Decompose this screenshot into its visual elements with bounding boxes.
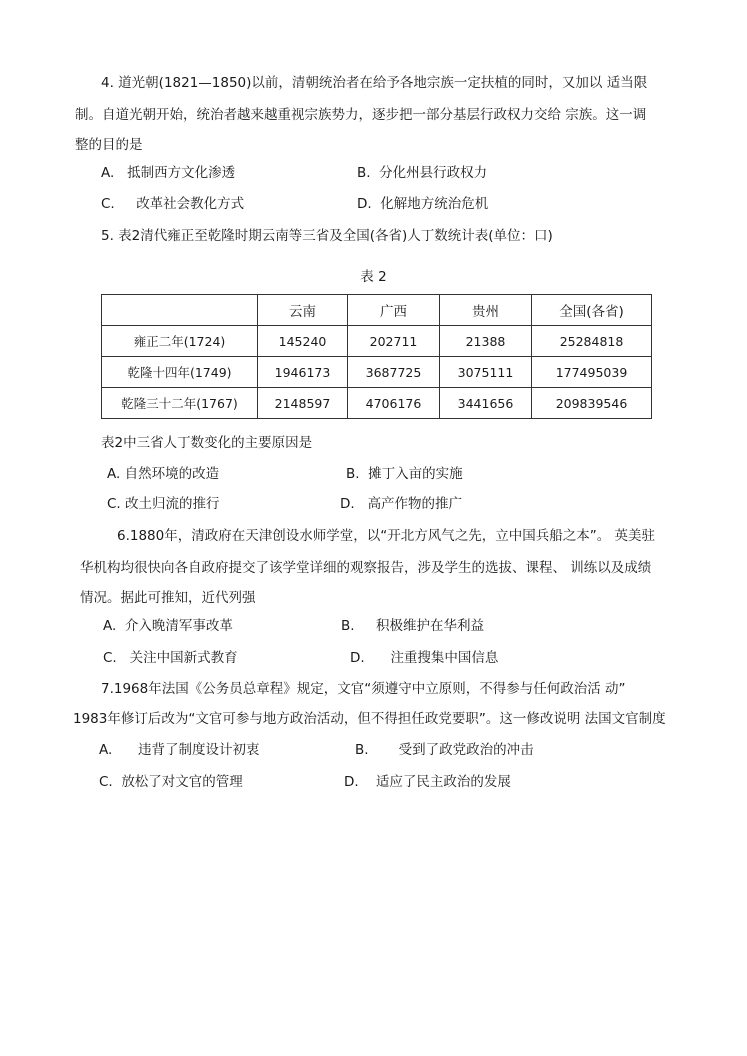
q6-option-d (350, 649, 498, 667)
q4-stem-line-1: 4. 道光朝(1821—1850)以前，清朝统治者在给予各地宗族一定扶植的同时，又加以 适当限 (101, 75, 648, 91)
option-text: 注重搜集中国信息 (390, 650, 499, 666)
option-text: 改土归流的推行 (125, 496, 220, 512)
option-letter: C. (107, 496, 121, 512)
q7-option-b (355, 741, 534, 759)
table-cell: 3441656 (440, 388, 532, 419)
table-header-cell (102, 295, 258, 326)
q6-stem-line-3: 情况。据此可推知，近代列强 (80, 590, 256, 606)
option-text: 适应了民主政治的发展 (375, 774, 511, 790)
option-letter: A. (103, 618, 117, 634)
q6-option-a (103, 617, 233, 635)
q7-option-a (99, 741, 260, 759)
table-caption: 表 2 (360, 269, 387, 285)
q4-option-a (101, 164, 235, 182)
table-row-label: 乾隆十四年(1749) (102, 357, 258, 388)
option-text: 抵制西方文化渗透 (127, 165, 236, 181)
population-table (101, 294, 652, 419)
table-cell: 25284818 (532, 326, 652, 357)
option-text: 改革社会教化方式 (136, 196, 245, 212)
q6-stem-line-1: 6.1880年，清政府在天津创设水师学堂，以“开北方风气之先，立中国兵船之本”。 英美驻 (117, 528, 656, 544)
table-header-cell: 贵州 (440, 295, 532, 326)
q5-option-a (107, 465, 219, 483)
q4-option-b (357, 164, 487, 182)
table-row-label: 乾隆三十二年(1767) (102, 388, 258, 419)
option-letter: D. (357, 196, 372, 212)
table-cell: 145240 (258, 326, 348, 357)
option-text: 介入晚清军事改革 (124, 618, 233, 634)
option-text: 积极维护在华利益 (376, 618, 485, 634)
q5-option-c (107, 495, 220, 513)
table-header-cell: 广西 (348, 295, 440, 326)
table-row-label: 雍正二年(1724) (102, 326, 258, 357)
q5-option-b (346, 465, 463, 483)
table-cell: 4706176 (348, 388, 440, 419)
q6-stem-line-2: 华机构均很快向各自政府提交了该学堂详细的观察报告，涉及学生的选拔、课程、 训练以及成绩 (80, 560, 652, 576)
table-cell: 209839546 (532, 388, 652, 419)
option-text: 受到了政党政治的冲击 (398, 742, 534, 758)
q7-stem-line-1: 7.1968年法国《公务员总章程》规定，文官“须遵守中立原则，不得参与任何政治活 动” (101, 681, 626, 697)
option-text: 自然环境的改造 (124, 466, 220, 482)
option-letter: B. (355, 742, 369, 758)
option-text: 分化州县行政权力 (379, 165, 488, 181)
q6-option-c (103, 649, 238, 667)
option-letter: C. (99, 774, 113, 790)
option-text: 化解地方统治危机 (380, 196, 489, 212)
table-row (102, 326, 652, 357)
q7-stem-line-2: 1983年修订后改为“文官可参与地方政治活动，但不得担任政党要职”。这一修改说明 法国文官制度 (73, 711, 666, 727)
q6-option-b (341, 617, 484, 635)
option-text: 高产作物的推广 (367, 496, 463, 512)
option-text: 关注中国新式教育 (129, 650, 238, 666)
table-cell: 3075111 (440, 357, 532, 388)
table-header-cell: 云南 (258, 295, 348, 326)
option-letter: C. (103, 650, 117, 666)
table-cell: 3687725 (348, 357, 440, 388)
q7-option-c (99, 773, 243, 791)
option-text: 放松了对文官的管理 (121, 774, 243, 790)
table-row (102, 388, 652, 419)
option-text: 摊丁入亩的实施 (368, 466, 463, 482)
option-text: 违背了制度设计初衷 (138, 742, 260, 758)
q5-stem: 5. 表2清代雍正至乾隆时期云南等三省及全国(各省)人丁数统计表(单位：口) (101, 228, 553, 244)
q5-option-d (340, 495, 462, 513)
option-letter: D. (350, 650, 365, 666)
table-cell: 2148597 (258, 388, 348, 419)
table-cell: 202711 (348, 326, 440, 357)
q4-option-c (101, 195, 244, 213)
table-cell: 177495039 (532, 357, 652, 388)
option-letter: A. (107, 466, 121, 482)
option-letter: D. (344, 774, 359, 790)
option-letter: C. (101, 196, 115, 212)
q5-question: 表2中三省人丁数变化的主要原因是 (101, 435, 313, 451)
option-letter: B. (357, 165, 371, 181)
q7-option-d (344, 773, 511, 791)
table-header-row (102, 295, 652, 326)
table-header-cell: 全国(各省) (532, 295, 652, 326)
option-letter: D. (340, 496, 355, 512)
option-letter: A. (101, 165, 115, 181)
table-row (102, 357, 652, 388)
option-letter: B. (346, 466, 360, 482)
table-cell: 1946173 (258, 357, 348, 388)
option-letter: A. (99, 742, 113, 758)
q4-option-d (357, 195, 488, 213)
q4-stem-line-3: 整的目的是 (75, 137, 143, 153)
table-cell: 21388 (440, 326, 532, 357)
q4-stem-line-2: 制。自道光朝开始，统治者越来越重视宗族势力，逐步把一部分基层行政权力交给 宗族。这一调 (75, 107, 647, 123)
option-letter: B. (341, 618, 355, 634)
